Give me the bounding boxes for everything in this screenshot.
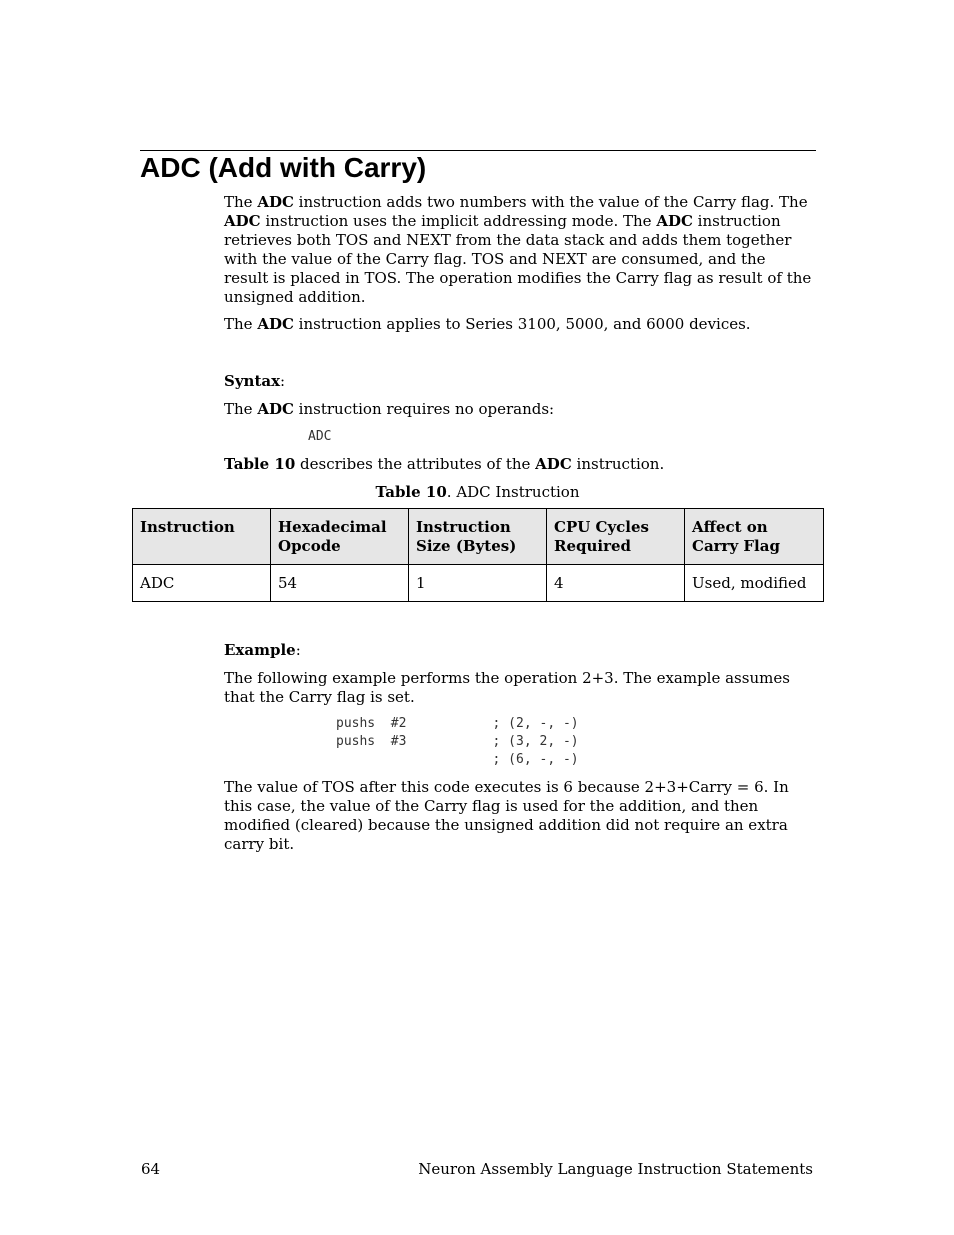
syntax-heading-colon: :: [280, 372, 286, 390]
syntax-heading-label: Syntax: [224, 372, 281, 390]
table-caption: [132, 483, 823, 502]
applicability-paragraph: [224, 315, 814, 334]
example-paragraph: The following example performs the operation 2+3. The example assumes that the Carry flag is set.: [224, 669, 790, 706]
text-run: The: [224, 400, 258, 418]
text-run: instruction retrieves both TOS and NEXT from the data stack and adds them together with the value of the Carry flag. TOS and NEXT are consumed, and the result is placed in TOS. The operation modifies the Carry flag as result of the unsigned addition.: [224, 212, 812, 306]
text-run: instruction uses the implicit addressing mode. The: [260, 212, 657, 230]
header-opcode: Hexadecimal Opcode: [271, 509, 409, 565]
header-carry: Affect on Carry Flag: [685, 509, 824, 565]
text-run: ADC: [535, 455, 572, 473]
cell-opcode: 54: [271, 565, 409, 602]
text-run: ADC: [257, 315, 294, 333]
header-size: Instruction Size (Bytes): [409, 509, 547, 565]
table-caption-text: . ADC Instruction: [446, 483, 580, 501]
text-run: instruction requires no operands:: [293, 400, 555, 418]
syntax-paragraph: [224, 400, 814, 419]
table-header-row: [133, 509, 824, 565]
cell-size: 1: [409, 565, 547, 602]
header-instruction: Instruction: [133, 509, 271, 565]
syntax-heading: [224, 372, 814, 391]
text-run: ADC: [257, 193, 294, 211]
text-run: ADC: [656, 212, 693, 230]
cell-carry: Used, modified: [685, 565, 824, 602]
intro-paragraph: [224, 193, 814, 307]
text-run: The: [224, 193, 258, 211]
page-title: ADC (Add with Carry): [140, 152, 427, 183]
text-run: Table 10: [224, 455, 296, 473]
example-code: pushs #2 ; (2, -, -) pushs #3 ; (3, 2, -) ; (6, -, -): [336, 716, 579, 767]
instruction-attributes-table: [132, 508, 824, 602]
header-cycles: CPU Cycles Required: [547, 509, 685, 565]
cell-instruction: ADC: [133, 565, 271, 602]
page-number: 64: [141, 1160, 161, 1178]
cell-cycles: 4: [547, 565, 685, 602]
example-heading: [224, 641, 814, 660]
table-caption-number: Table 10: [375, 483, 447, 501]
text-run: ADC: [257, 400, 294, 418]
table-reference-paragraph: [224, 455, 814, 474]
text-run: instruction applies to Series 3100, 5000, and 6000 devices.: [293, 315, 751, 333]
example-heading-label: Example: [224, 641, 296, 659]
syntax-code: ADC: [308, 429, 332, 444]
table-row: [133, 565, 824, 602]
example-heading-colon: :: [295, 641, 301, 659]
text-run: describes the attributes of the: [295, 455, 536, 473]
text-run: ADC: [224, 212, 261, 230]
text-run: The: [224, 315, 258, 333]
text-run: instruction adds two numbers with the value of the Carry flag. The: [293, 193, 808, 211]
text-run: instruction.: [571, 455, 665, 473]
example-explanation: The value of TOS after this code executes is 6 because 2+3+Carry = 6. In this case, the value of the Carry flag is used for the addition, and then modified (cleared) because the unsigned addition did not require an extra carry bit.: [224, 778, 789, 853]
footer-section-title: Neuron Assembly Language Instruction Statements: [418, 1160, 813, 1178]
